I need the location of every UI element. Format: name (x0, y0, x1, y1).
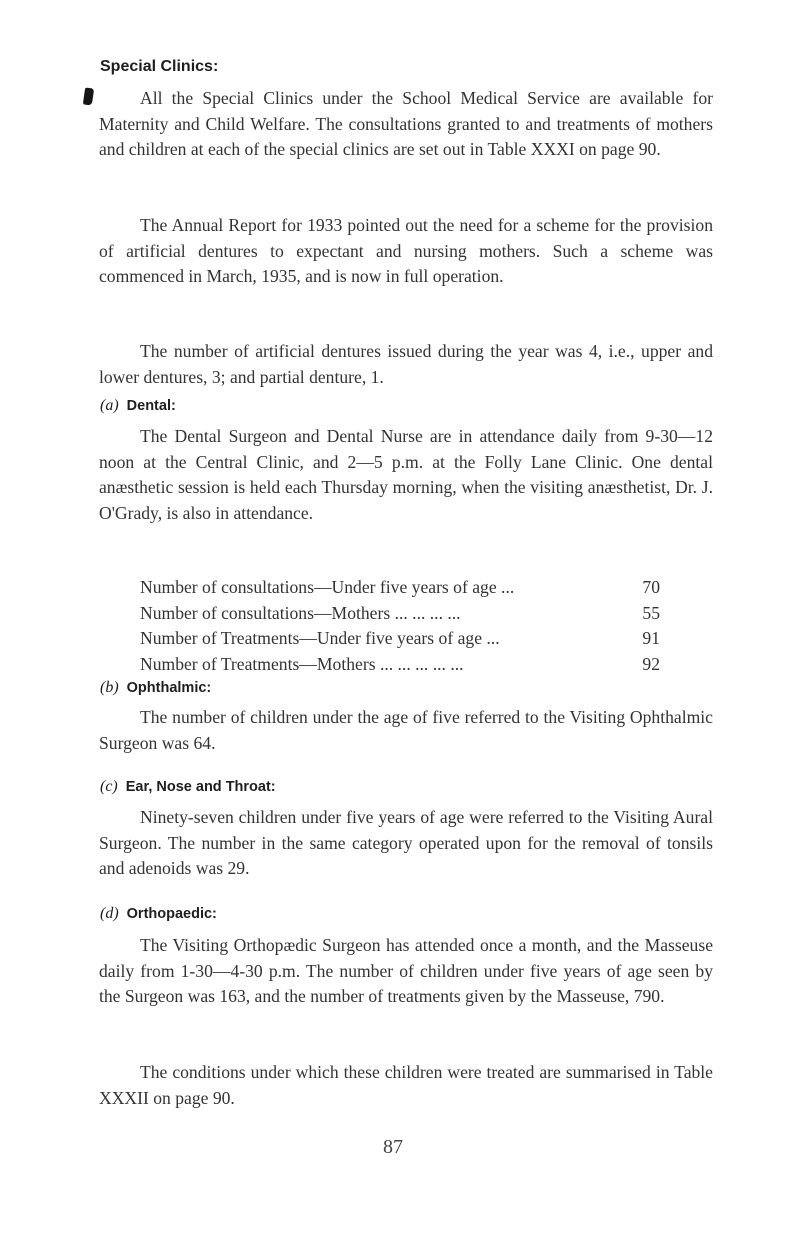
page-number: 87 (383, 1136, 403, 1158)
stat-row (140, 603, 660, 629)
stat-label: Number of Treatments—Mothers ... ... ... ... ... (140, 653, 464, 674)
dental-paragraph: The Dental Surgeon and Dental Nurse are in attendance daily from 9-30—12 noon at the Central Clinic, and 2—5 p.m. at the Folly Lane Clinic. One dental anæsthetic session is held each Thursday morning, when the visiting anæsthetist, Dr. J. O'Grady, is also in attendance. (99, 426, 713, 523)
dental-stats-list (140, 577, 660, 679)
section-label: Orthopaedic: (126, 906, 217, 922)
intro-paragraph-3: The number of artificial dentures issued during the year was 4, i.e., upper and lower dentures, 3; and partial denture, 1. (99, 341, 713, 387)
section-heading-dental (100, 397, 176, 415)
stat-label: Number of Treatments—Under five years of age ... (140, 628, 500, 648)
stat-value: 91 (642, 628, 660, 648)
intro-paragraph-1: All the Special Clinics under the School Medical Service are available for Maternity and Child Welfare. The consultations granted to and treatments of mothers and children at each of the special clinics are set out in Table XXXI on page 90. (99, 88, 713, 159)
intro-paragraph-2: The Annual Report for 1933 pointed out the need for a scheme for the provision of artificial dentures to expectant and nursing mothers. Such a scheme was commenced in March, 1935, and is now in full operation. (99, 215, 713, 286)
section-letter: (d) (100, 905, 119, 922)
stat-value: 92 (642, 653, 660, 674)
orthopaedic-paragraph: The Visiting Orthopædic Surgeon has attended once a month, and the Masseuse daily from 1-30—4-30 p.m. The number of children under five years of age seen by the Surgeon was 163, and the number of treatments given by the Masseuse, 790. (99, 935, 713, 1006)
stat-row (140, 628, 660, 654)
stat-row (140, 577, 660, 603)
section-label: Dental: (126, 398, 176, 414)
section-letter: (b) (100, 679, 119, 696)
ophthalmic-paragraph: The number of children under the age of five referred to the Visiting Ophthalmic Surgeon was 64. (99, 707, 713, 753)
stat-value: 55 (642, 602, 660, 623)
stat-label: Number of consultations—Under five years of age ... (140, 577, 515, 597)
page-title: Special Clinics: (100, 58, 219, 75)
section-heading-ophthalmic (100, 679, 211, 697)
ent-paragraph: Ninety-seven children under five years of age were referred to the Visiting Aural Surgeon. The number in the same category operated upon for the removal of tonsils and adenoids was 29. (99, 807, 713, 878)
section-heading-orthopaedic (100, 905, 217, 923)
ink-blot (83, 87, 94, 105)
stat-label: Number of consultations—Mothers ... ... ... ... (140, 602, 461, 623)
stat-value: 70 (642, 577, 660, 597)
section-letter: (c) (100, 778, 118, 795)
section-label: Ear, Nose and Throat: (125, 779, 276, 795)
orthopaedic-paragraph-2: The conditions under which these children were treated are summarised in Table XXXII on page 90. (99, 1062, 713, 1108)
section-letter: (a) (100, 397, 119, 414)
stat-row (140, 654, 660, 680)
section-label: Ophthalmic: (126, 680, 212, 696)
section-heading-ent (100, 778, 276, 796)
